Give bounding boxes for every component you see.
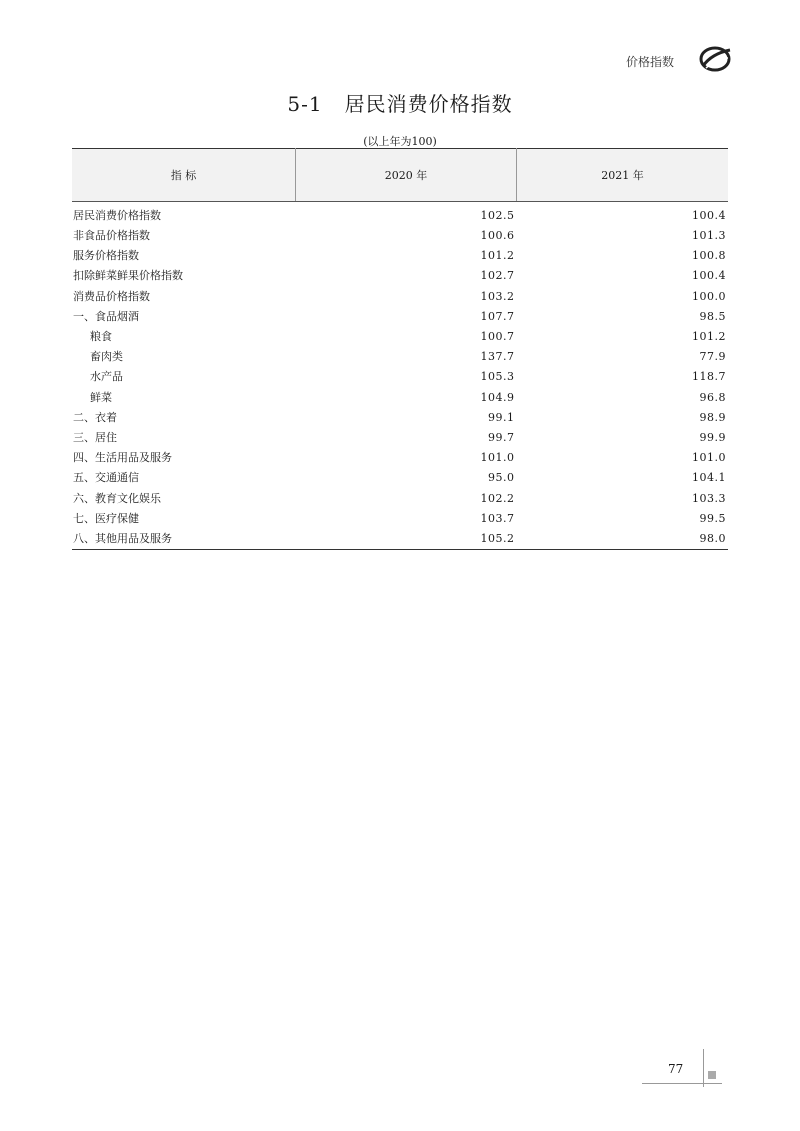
row-indicator-name: 畜肉类	[72, 347, 296, 367]
table-row	[72, 226, 728, 246]
cell-value-2021: 99.5	[699, 511, 726, 525]
cell-value-2020: 103.2	[480, 289, 515, 303]
table-row	[72, 488, 728, 508]
footer-square-icon	[708, 1071, 716, 1079]
cell-value-2021: 98.9	[699, 410, 726, 424]
cell-value-2020: 102.7	[480, 269, 515, 283]
cell-value-2021: 101.3	[692, 229, 726, 243]
table-row	[72, 202, 728, 227]
cell-value-2021: 77.9	[699, 350, 726, 364]
row-indicator-name: 扣除鲜菜鲜果价格指数	[72, 266, 296, 286]
cell-value-2020: 103.7	[480, 511, 515, 525]
row-indicator-name: 三、居住	[72, 428, 296, 448]
row-indicator-name: 八、其他用品及服务	[72, 529, 296, 550]
cell-value-2020: 104.9	[480, 390, 515, 404]
table-row	[72, 347, 728, 367]
row-indicator-name: 二、衣着	[72, 408, 296, 428]
row-indicator-name: 四、生活用品及服务	[72, 448, 296, 468]
table-row	[72, 448, 728, 468]
cell-value-2021: 98.5	[699, 309, 726, 323]
row-indicator-name: 消费品价格指数	[72, 287, 296, 307]
cell-value-2021: 100.0	[692, 289, 726, 303]
table-row	[72, 266, 728, 286]
table-row	[72, 367, 728, 387]
cell-value-2020: 101.0	[480, 451, 515, 465]
cell-value-2020: 102.5	[480, 209, 515, 222]
table-row	[72, 428, 728, 448]
table-header-row	[72, 149, 728, 202]
cell-value-2021: 100.4	[692, 209, 726, 222]
cell-value-2020: 105.3	[480, 370, 515, 384]
table-row	[72, 287, 728, 307]
cell-value-2020: 102.2	[480, 491, 515, 505]
cell-value-2021: 118.7	[692, 370, 726, 384]
table-subtitle: (以上年为100)	[363, 135, 437, 148]
cell-value-2020: 95.0	[488, 471, 515, 485]
table-body	[72, 202, 728, 550]
cell-value-2021: 98.0	[517, 529, 729, 550]
cell-value-2021: 100.4	[692, 269, 726, 283]
cell-value-2021: 99.9	[699, 430, 726, 444]
row-indicator-name: 鲜菜	[72, 388, 296, 408]
row-indicator-name: 居民消费价格指数	[72, 202, 296, 227]
cell-value-2021: 101.0	[692, 451, 726, 465]
page-title: 5-1 居民消费价格指数	[287, 92, 513, 116]
cell-value-2020: 100.7	[480, 330, 515, 344]
cell-value-2021: 101.2	[692, 330, 726, 344]
table-row	[72, 246, 728, 266]
cell-value-2020: 105.2	[296, 529, 517, 550]
logo-icon	[698, 46, 732, 72]
table-row	[72, 468, 728, 488]
page-number: 77	[668, 1062, 684, 1076]
cell-value-2021: 103.3	[692, 491, 726, 505]
column-header-indicator: 指 标	[72, 149, 296, 202]
table-row	[72, 307, 728, 327]
cell-value-2020: 107.7	[480, 309, 515, 323]
table-row	[72, 327, 728, 347]
row-indicator-name: 非食品价格指数	[72, 226, 296, 246]
footer-divider	[703, 1049, 704, 1087]
column-header-2020: 2020 年	[296, 149, 517, 202]
cell-value-2020: 99.1	[488, 410, 515, 424]
row-indicator-name: 水产品	[72, 367, 296, 387]
table-row	[72, 408, 728, 428]
cell-value-2020: 101.2	[480, 249, 515, 263]
cell-value-2020: 100.6	[480, 229, 515, 243]
table-row	[72, 388, 728, 408]
cell-value-2021: 104.1	[692, 471, 726, 485]
row-indicator-name: 一、食品烟酒	[72, 307, 296, 327]
row-indicator-name: 服务价格指数	[72, 246, 296, 266]
table-row	[72, 529, 728, 550]
running-header: 价格指数	[626, 55, 675, 69]
column-header-2021: 2021 年	[517, 149, 729, 202]
footer-rule	[642, 1083, 722, 1084]
cell-value-2020: 99.7	[488, 430, 515, 444]
cell-value-2020: 137.7	[480, 350, 515, 364]
cell-value-2021: 96.8	[699, 390, 726, 404]
cell-value-2021: 100.8	[692, 249, 726, 263]
row-indicator-name: 六、教育文化娱乐	[72, 488, 296, 508]
price-index-table	[72, 148, 728, 550]
row-indicator-name: 五、交通通信	[72, 468, 296, 488]
row-indicator-name: 粮食	[72, 327, 296, 347]
table-row	[72, 509, 728, 529]
row-indicator-name: 七、医疗保健	[72, 509, 296, 529]
